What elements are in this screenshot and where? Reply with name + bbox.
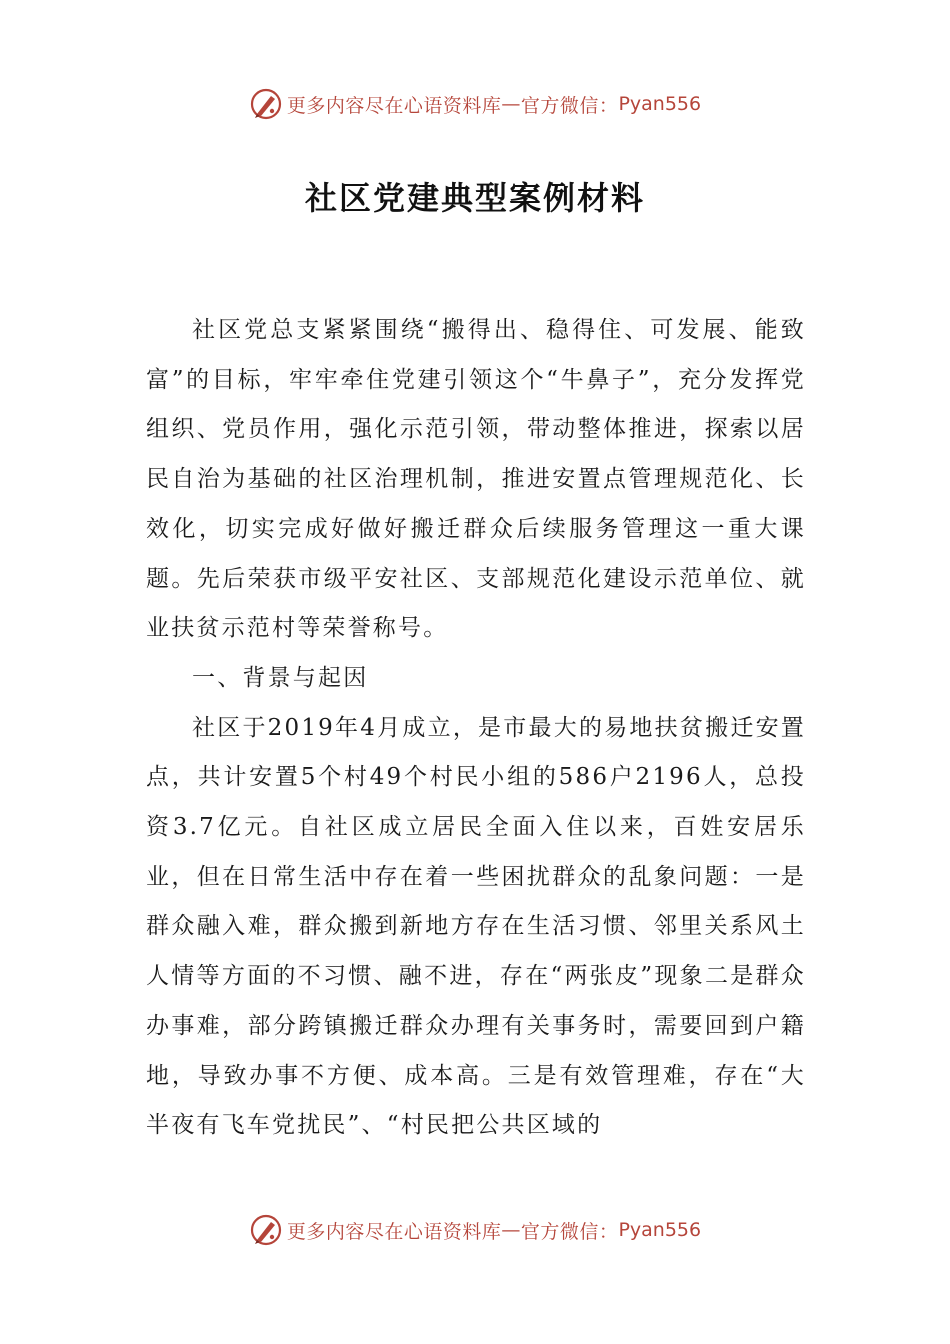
section-heading-background: 一、背景与起因 bbox=[192, 664, 369, 691]
watermark-text: 更多内容尽在心语资料库 bbox=[286, 94, 502, 117]
pen-circle-logo-icon bbox=[249, 1213, 283, 1247]
document-body bbox=[146, 306, 806, 1151]
document-title: 社区党建典型案例材料 bbox=[304, 179, 645, 217]
watermark-id: Pyan556 bbox=[618, 93, 702, 115]
watermark-label: 官方微信： bbox=[520, 94, 619, 117]
paragraph-background: 社区于2019年4月成立，是市最大的易地扶贫搬迁安置点，共计安置5个村49个村民小组的586户2196人，总投资3.7亿元。自社区成立居民全面入住以来，百姓安居乐业，但在日常生活中存在着一些困扰群众的乱象问题：一是群众融入难，群众搬到新地方存在生活习惯、邻里关系风土人情等方面的不习惯、融不进，存在“两张皮”现象二是群众办事难，部分跨镇搬迁群众办理有关事务时，需要回到户籍地，导致办事不方便、成本高。三是有效管理难，存在“大半夜有飞车党扰民”、“村民把公共区域的 bbox=[146, 714, 806, 1139]
watermark-text: 更多内容尽在心语资料库 bbox=[286, 1220, 502, 1243]
footer-watermark bbox=[0, 1210, 950, 1250]
watermark-dash: — bbox=[501, 93, 521, 115]
watermark-dash: — bbox=[501, 1219, 521, 1241]
watermark-label: 官方微信： bbox=[520, 1220, 619, 1243]
paragraph-intro: 社区党总支紧紧围绕“搬得出、稳得住、可发展、能致富”的目标，牢牢牵住党建引领这个“牛鼻子”，充分发挥党组织、党员作用，强化示范引领，带动整体推进，探索以居民自治为基础的社区治理机制，推进安置点管理规范化、长效化，切实完成好做好搬迁群众后续服务管理这一重大课题。先后荣获市级平安社区、支部规范化建设示范单位、就业扶贫示范村等荣誉称号。 bbox=[146, 317, 806, 642]
header-watermark bbox=[0, 84, 950, 124]
pen-circle-logo-icon bbox=[249, 87, 283, 121]
watermark-id: Pyan556 bbox=[618, 1219, 702, 1241]
